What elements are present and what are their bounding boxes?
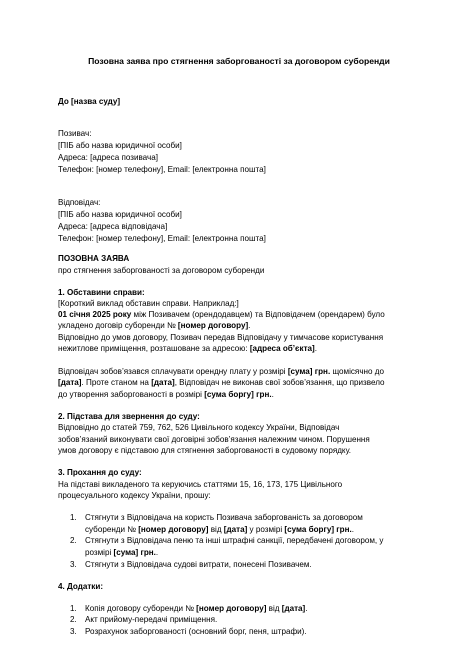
- text-span: укладено договір суборенди №: [58, 321, 178, 330]
- text-span: нежитлове приміщення, розташоване за адресою:: [58, 344, 250, 353]
- text-span: від: [266, 604, 282, 613]
- section-2-heading: [58, 411, 200, 423]
- text-span: Стягнути з Відповідача на користь Позивача заборгованість за договором: [85, 513, 363, 522]
- date-placeholder: [дата]: [58, 378, 82, 387]
- section-1-p1-line1: [58, 309, 385, 321]
- date-placeholder: [дата]: [223, 524, 248, 534]
- list-number: 3.: [70, 560, 77, 569]
- date-placeholder: [дата]: [151, 378, 175, 387]
- section-3-heading-text: 3. Прохання до суду:: [58, 468, 142, 477]
- claim-heading-text: ПОЗОВНА ЗАЯВА: [58, 254, 130, 263]
- section-1-intro: [Короткий виклад обставин справи. Наприклад:]: [58, 299, 239, 308]
- plaintiff-address: Адреса: [адреса позивача]: [58, 153, 158, 162]
- defendant-contacts: Телефон: [номер телефону], Email: [електронна пошта]: [58, 234, 266, 243]
- list-text: Розрахунок заборгованості (основний борг, пеня, штрафи).: [85, 627, 307, 636]
- plaintiff-label: Позивач:: [58, 129, 92, 138]
- contract-date: 01 січня 2025 року: [58, 310, 132, 319]
- list-text: [85, 603, 405, 615]
- text-span: Відповідач зобов’язався сплачувати орендну плату у розмірі: [58, 367, 288, 376]
- contract-number-placeholder: [номер договору]: [177, 321, 249, 330]
- list-text: Стягнути з Відповідача судові витрати, понесені Позивачем.: [85, 560, 312, 569]
- defendant-name: [ПІБ або назва юридичної особи]: [58, 210, 182, 219]
- list-number: 2.: [70, 536, 77, 545]
- text-span: до утворення заборгованості в розмірі: [58, 390, 205, 399]
- list-number: 1.: [70, 513, 77, 522]
- text-span: .: [305, 604, 308, 613]
- text-span: суборенди №: [85, 524, 139, 534]
- text-span: у розмірі: [247, 524, 285, 534]
- text-span: Копія договору суборенди №: [85, 604, 197, 613]
- plaintiff-contacts: Телефон: [номер телефону], Email: [електронна пошта]: [58, 165, 266, 174]
- section-4-heading: [58, 581, 103, 593]
- section-1-p2-line2: [58, 343, 317, 355]
- list-text: [85, 512, 405, 535]
- rent-amount-placeholder: [сума] грн.: [287, 367, 331, 376]
- claim-heading: [58, 253, 129, 265]
- list-text: [85, 535, 405, 558]
- text-span: .: [155, 547, 159, 557]
- section-1-p2-line1: Відповідно до умов договору, Позивач передав Відповідачу у тимчасове користування: [58, 333, 384, 342]
- section-1-p3-line1: [58, 366, 384, 378]
- court-name: До [назва суду]: [58, 97, 121, 106]
- list-text: Акт прийому-передачі приміщення.: [85, 615, 218, 624]
- text-span: .: [314, 344, 317, 353]
- section-3-heading: [58, 467, 142, 479]
- defendant-address: Адреса: [адреса відповідача]: [58, 222, 168, 231]
- section-1-p3-line2: [58, 377, 385, 389]
- list-number: 2.: [70, 615, 77, 624]
- text-span: .: [248, 321, 251, 330]
- penalty-amount-placeholder: [сума] грн.: [113, 547, 156, 557]
- list-number: 3.: [70, 627, 77, 636]
- text-span: між Позивачем (орендодавцем) та Відповідачем (орендарем) було: [131, 310, 385, 319]
- court-line: [58, 96, 120, 108]
- section-4-heading-text: 4. Додатки:: [58, 582, 104, 591]
- document-title: Позовна заява про стягнення заборгованості за договором суборенди: [88, 56, 390, 66]
- section-2-line1: Відповідно до статей 759, 762, 526 Цивільного кодексу України, Відповідач: [58, 423, 340, 432]
- section-1-p3-line3: [58, 389, 274, 401]
- contract-number-placeholder: [номер договору]: [138, 524, 209, 534]
- section-2-line3: умов договору є підставою для стягнення заборгованості в судовому порядку.: [58, 446, 352, 455]
- section-1-p1-line2: [58, 320, 250, 332]
- section-2-line2: зобов’язаний виконувати свої договірні зобов’язання належним чином. Порушення: [58, 435, 370, 444]
- plaintiff-name: [ПІБ або назва юридичної особи]: [58, 141, 182, 150]
- claim-subheading: про стягнення заборгованості за договором суборенди: [58, 266, 265, 275]
- debt-amount-placeholder: [сума боргу] грн.: [204, 390, 272, 399]
- text-span: розмірі: [85, 547, 114, 557]
- text-span: .: [351, 524, 355, 534]
- text-span: .: [271, 390, 274, 399]
- section-3-line2: процесуального кодексу України, прошу:: [58, 491, 211, 500]
- contract-number-placeholder: [номер договору]: [196, 604, 267, 613]
- text-span: Стягнути з Відповідача пеню та інші штрафні санкції, передбачені договором, у: [85, 536, 384, 545]
- date-placeholder: [дата]: [281, 604, 306, 613]
- text-span: щомісячно до: [330, 367, 384, 376]
- object-address-placeholder: [адреса об’єкта]: [249, 344, 315, 353]
- list-number: 1.: [70, 604, 77, 613]
- debt-amount-placeholder: [сума боргу] грн.: [284, 524, 352, 534]
- text-span: , Відповідач не виконав свої зобов’язання, що призвело: [174, 378, 385, 387]
- text-span: від: [208, 524, 224, 534]
- section-1-heading-text: 1. Обставини справи:: [58, 288, 145, 297]
- section-2-heading-text: 2. Підстава для звернення до суду:: [58, 412, 200, 421]
- text-span: . Проте станом на: [81, 378, 152, 387]
- defendant-label: Відповідач:: [58, 198, 101, 207]
- section-3-line1: На підставі викладеного та керуючись статтями 15, 16, 173, 175 Цивільного: [58, 480, 343, 489]
- section-1-heading: [58, 287, 145, 299]
